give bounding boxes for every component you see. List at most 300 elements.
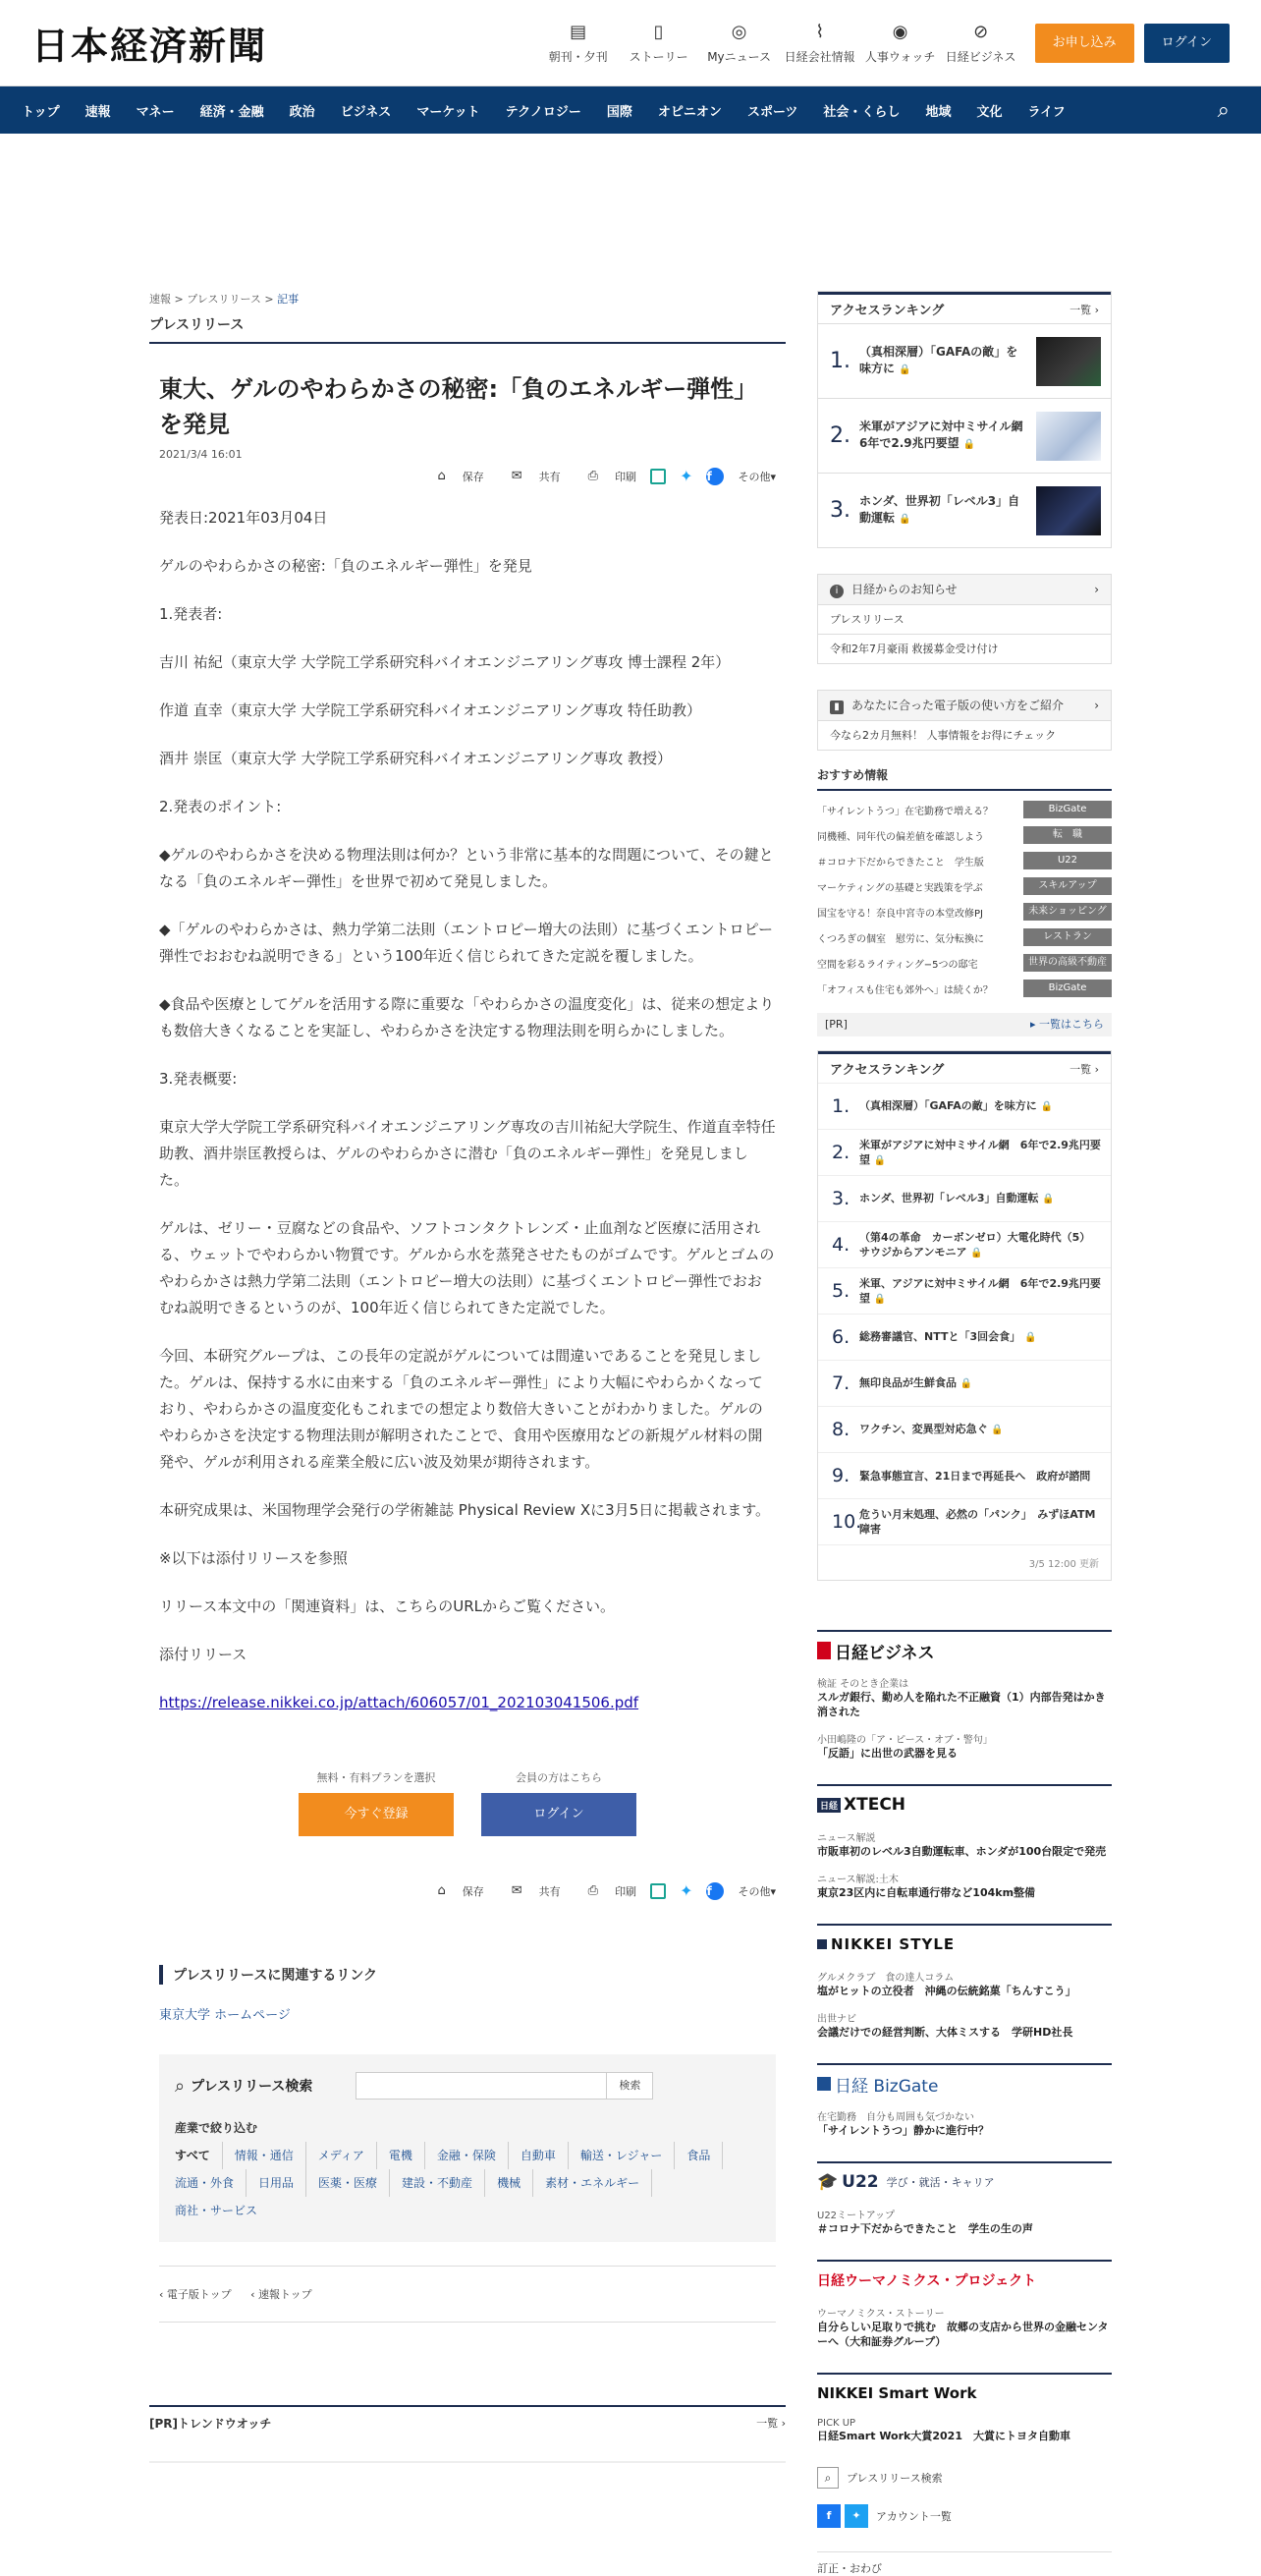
brand-badge: 日経: [817, 1798, 841, 1813]
trend-watch-title: [PR]トレンドウオッチ: [149, 2417, 272, 2431]
nav-my-news[interactable]: [699, 21, 780, 65]
ranking-updated: 3/5 12:00 更新: [818, 1544, 1111, 1580]
recommend-item[interactable]: [817, 822, 1112, 848]
breadcrumb-press-release[interactable]: プレスリリース: [187, 293, 261, 306]
article-paragraph: 2.発表のポイント:: [159, 798, 282, 815]
brand-nikkei-business: [817, 1630, 1112, 1761]
rank-text-label: （真相深層）「GAFAの敵」を味方に: [859, 345, 1018, 375]
nav-label: 日経ビジネス: [945, 50, 1016, 64]
lock-icon: 🔒: [873, 1293, 887, 1305]
industry-materials[interactable]: 素材・エネルギー: [533, 2169, 652, 2197]
u22-logo[interactable]: [817, 2169, 1112, 2195]
ranking-item[interactable]: [818, 323, 1111, 398]
ebook-title-wrap: [830, 697, 1064, 714]
brand-xtech: [817, 1784, 1112, 1900]
related-links-heading: プレスリリースに関連するリンク: [159, 1965, 776, 1985]
mail-icon: ✉: [511, 1883, 522, 1898]
article-paragraph: ゲルは、ゼリー・豆腐などの食品や、ソフトコンタクトレンズ・止血剤など医療に活用される、ウェットでやわらかい物質です。ゲルから水を蒸発させたものがゴムです。ゲルとゴムのやわらかさは熱力学第二法則（エントロピー増大の法則）に基づくエントロピー弾性でおおむね説明できるというのが、100年近く信じられてきた定説でした。: [159, 1219, 775, 1316]
twitter-icon[interactable]: ✦: [680, 1881, 693, 1900]
ebook-row[interactable]: 今なら2カ月無料！ 人事情報をお得にチェック: [818, 720, 1111, 750]
lock-icon: 🔒: [970, 1247, 983, 1259]
save-button[interactable]: [423, 469, 483, 484]
digital-top-link[interactable]: ‹ 電子版トップ: [159, 2288, 232, 2301]
ranking-title: アクセスランキング: [830, 1063, 945, 1078]
more-button[interactable]: その他▾: [738, 470, 776, 483]
member-label: 会員の方はこちら: [516, 1771, 602, 1784]
nav-label: Myニュース: [707, 50, 772, 64]
brand-article[interactable]: [817, 1969, 1112, 1998]
brand-article-kicker: 出世ナビ: [817, 2014, 856, 2025]
ranking-item[interactable]: [818, 1267, 1111, 1314]
brand-name: U22: [842, 2172, 879, 2192]
magnifier-doc-icon: ⌕: [817, 2467, 839, 2489]
notice-header[interactable]: [818, 575, 1111, 604]
brand-article-title: 「サイレントうつ」静かに進行中？: [817, 2124, 989, 2137]
share-button[interactable]: [498, 469, 561, 484]
brand-mark-icon: [817, 2077, 831, 2091]
mail-icon: ✉: [511, 469, 522, 483]
nav-label: ストーリー: [629, 50, 688, 64]
womanomics-logo[interactable]: 日経ウーマノミクス・プロジェクト: [817, 2273, 1037, 2289]
rank-text-label: 米軍がアジアに対中ミサイル網 6年で2.9兆円要望: [859, 1138, 1101, 1166]
nikkei-logo[interactable]: 日本経済新聞: [31, 24, 268, 68]
rank-text: [859, 1469, 1101, 1484]
industry-trading[interactable]: 商社・サービス: [175, 2204, 258, 2217]
press-release-search: [159, 2054, 776, 2242]
ranking-item[interactable]: [818, 1083, 1111, 1129]
rank-text-label: 無印良品が生鮮食品: [859, 1376, 957, 1389]
article-column: [149, 291, 786, 2463]
rank-text-label: （第4の革命 カーボンゼロ）大電化時代（5）サウジからアンモニア: [859, 1230, 1091, 1259]
rank-text-label: ホンダ、世界初「レベル3」自動運転: [859, 494, 1020, 525]
brand-womanomics: [817, 2260, 1112, 2349]
search-icon[interactable]: ⌕: [1217, 97, 1230, 123]
brand-article-kicker: ニュース解説: [817, 1833, 876, 1844]
ranking-title: アクセスランキング: [830, 304, 945, 318]
article-paragraph: 3.発表概要:: [159, 1070, 238, 1088]
top-nav: [538, 21, 1230, 65]
brand-article-title: 「反語」に出世の武器を見る: [817, 1747, 958, 1760]
print-label: 印刷: [615, 1884, 637, 1898]
rank-text: [859, 1507, 1101, 1537]
facebook-icon[interactable]: f: [706, 1882, 724, 1900]
rank-number: 7.: [832, 1372, 850, 1394]
apply-button[interactable]: お申し込み: [1035, 24, 1134, 63]
brand-u22: [817, 2161, 1112, 2236]
search-icon: ⌕: [175, 2075, 186, 2097]
printer-icon: ⎙: [587, 1883, 599, 1898]
mainnav-business[interactable]: ビジネス: [340, 104, 392, 120]
lock-icon: 🔒: [991, 1425, 1004, 1435]
nikkei-business-logo[interactable]: [817, 1638, 1112, 1663]
recommend-text: 同機種、同年代の偏差値を確認しよう: [817, 831, 984, 843]
article-paragraph: 1.発表者:: [159, 605, 223, 623]
article-tools: [159, 467, 776, 485]
brand-article-title: 塩がヒットの立役者 沖縄の伝統銘菓「ちんすこう」: [817, 1985, 1076, 1997]
note-icon[interactable]: [650, 469, 666, 484]
industry-medical[interactable]: 医薬・医療: [306, 2169, 390, 2197]
recommend-item[interactable]: [817, 873, 1112, 899]
article: [149, 371, 786, 2323]
rank-text: [851, 344, 1036, 378]
account-list-link[interactable]: [817, 2504, 1112, 2528]
rank-number: 3.: [830, 498, 850, 523]
rank-number: 10.: [832, 1511, 862, 1533]
brand-article-kicker: グルメクラブ 食の達人コラム: [817, 1973, 955, 1984]
nikkei-notice: [817, 574, 1112, 664]
mainnav-economy[interactable]: 経済・金融: [199, 104, 264, 120]
register-now-button[interactable]: 今すぐ登録: [299, 1793, 454, 1836]
recommend-tag: 転 職: [1023, 826, 1112, 844]
divider: [149, 2461, 786, 2463]
article-paragraph: ゲルのやわらかさの秘密:「負のエネルギー弾性」を発見: [159, 557, 532, 575]
brand-article-title: 会議だけでの経営判断、大体ミスする 学研HD社長: [817, 2026, 1073, 2039]
top-header: [0, 0, 1261, 86]
bottom-nav: [159, 2266, 776, 2323]
brand-article[interactable]: [817, 1731, 1112, 1761]
lock-icon: 🔒: [962, 439, 976, 450]
mainnav-region[interactable]: 地域: [925, 104, 952, 120]
recommend-tag: U22: [1023, 852, 1112, 869]
industry-retail[interactable]: 流通・外食: [175, 2169, 247, 2197]
article-paragraph: ◆ゲルのやわらかさを決める物理法則は何か？という非常に基本的な問題について、その鍵となる「負のエネルギー弾性」を世界で初めて発見しました。: [159, 846, 774, 890]
notice-title: 日経からのお知らせ: [851, 583, 958, 596]
ranking-item[interactable]: [818, 1314, 1111, 1360]
rank-text: [859, 1329, 1101, 1345]
rank-text: [859, 1098, 1101, 1114]
brand-article-kicker: PICK UP: [817, 2418, 856, 2429]
nav-chokan-yukan[interactable]: [538, 21, 619, 65]
bizgate-logo[interactable]: [817, 2071, 1112, 2097]
mainnav-money[interactable]: マネー: [136, 104, 175, 120]
misc-label: プレスリリース検索: [847, 2472, 943, 2485]
brand-article[interactable]: [817, 1871, 1112, 1900]
recommend-tag: BizGate: [1023, 801, 1112, 818]
rank-text: [859, 1191, 1101, 1206]
breadcrumb-separator: >: [171, 293, 188, 306]
nav-nikkei-business[interactable]: [941, 21, 1021, 65]
rank-text-label: ホンダ、世界初「レベル3」自動運転: [859, 1192, 1039, 1204]
recommend-item[interactable]: [817, 797, 1112, 822]
brand-name: XTECH: [844, 1795, 906, 1815]
ranking-item[interactable]: [818, 398, 1111, 473]
industry-it[interactable]: 情報・通信: [223, 2142, 306, 2169]
article-paragraph: 本研究成果は、米国物理学会発行の学術雑誌 Physical Review Xに3月5日に掲載されます。: [159, 1501, 771, 1519]
recommend-tag: スキルアップ: [1023, 877, 1112, 895]
industry-filter-title: 産業で絞り込む: [175, 2121, 258, 2135]
save-button[interactable]: [423, 1883, 483, 1899]
brand-name: 日経 BizGate: [835, 2076, 939, 2097]
rank-number: 2.: [832, 1142, 850, 1163]
article-date: 2021/3/4 16:01: [159, 448, 243, 461]
article-paragraph: ※以下は添付リリースを参照: [159, 1549, 348, 1567]
print-button[interactable]: [575, 1883, 636, 1899]
brand-article[interactable]: [817, 2305, 1112, 2349]
brand-mark-icon: [817, 1939, 827, 1949]
brand-article-kicker: ウーマノミクス・ストーリー: [817, 2309, 945, 2320]
newspaper-icon: ▤: [570, 22, 587, 42]
article-thumbnail: [1036, 337, 1101, 386]
nav-story[interactable]: [619, 21, 699, 65]
brand-article-title: スルガ銀行、勤め人を陥れた不正融資（1）内部告発はかき消された: [817, 1691, 1106, 1718]
correction-link[interactable]: 訂正・おわび: [817, 2551, 1112, 2576]
rank-text-label: 総務審議官、NTTと「3回会食」: [859, 1330, 1021, 1343]
recommend-tag: BizGate: [1023, 980, 1112, 997]
ranking-item[interactable]: [818, 1175, 1111, 1221]
rank-text: [859, 1422, 1101, 1437]
lock-icon: 🔒: [1040, 1101, 1054, 1112]
member-login-box: [481, 1769, 636, 1836]
breadcrumb-separator: >: [260, 293, 278, 306]
brand-bizgate: [817, 2063, 1112, 2138]
save-label: 保存: [462, 1884, 484, 1898]
ranking-more[interactable]: 一覧 ›: [1069, 1062, 1099, 1076]
brand-article[interactable]: [817, 2418, 1112, 2443]
industry-electric[interactable]: 電機: [377, 2142, 425, 2169]
ebook-header[interactable]: [818, 691, 1111, 720]
notice-row[interactable]: プレスリリース: [818, 604, 1111, 634]
save-label: 保存: [462, 470, 484, 483]
rank-text-label: 米軍、アジアに対中ミサイル網 6年で2.9兆円要望: [859, 1276, 1101, 1305]
mainnav-politics[interactable]: 政治: [289, 104, 315, 120]
industry-media[interactable]: メディア: [306, 2142, 377, 2169]
article-thumbnail: [1036, 486, 1101, 535]
rank-text: [859, 1276, 1101, 1307]
article-paragraph: ◆「ゲルのやわらかさは、熱力学第二法則（エントロピー増大の法則）に基づくエントロピー弾性でおおむね説明できる」という100年近く信じられてきた定説を覆しました。: [159, 921, 774, 965]
pr-label: [PR]: [825, 1018, 848, 1031]
ranking-item[interactable]: [818, 1360, 1111, 1406]
recommend-item[interactable]: [817, 848, 1112, 873]
login-button[interactable]: ログイン: [1144, 24, 1230, 63]
recommend-tag: 世界の高級不動産: [1023, 954, 1112, 972]
mainnav-top[interactable]: トップ: [22, 104, 60, 120]
brand-article-kicker: U22ミートアップ: [817, 2211, 896, 2221]
rank-number: 9.: [832, 1465, 850, 1486]
mainnav-society[interactable]: 社会・くらし: [823, 104, 901, 120]
compass-icon: ⊘: [973, 22, 989, 42]
ranking-item[interactable]: [818, 1129, 1111, 1175]
brand-article-title: 自分らしい足取りで挑む 故郷の支店から世界の金融センターへ（大和証券グループ）: [817, 2321, 1109, 2348]
notice-row[interactable]: 令和2年7月豪雨 救援募金受け付け: [818, 634, 1111, 663]
mainnav-market[interactable]: マーケット: [416, 104, 480, 120]
industry-transport[interactable]: 輸送・レジャー: [569, 2142, 675, 2169]
xtech-logo[interactable]: [817, 1792, 1112, 1818]
mainnav-culture[interactable]: 文化: [976, 104, 1003, 120]
article-paragraph: ◆食品や医療としてゲルを活用する際に重要な「やわらかさの温度変化」は、従来の想定よりも数倍大きくなることを実証し、やわらかさを決定する物理法則を明らかにしました。: [159, 995, 775, 1039]
brand-subtitle: 学び・就活・キャリア: [886, 2176, 995, 2189]
rank-number: 4.: [832, 1234, 850, 1256]
nav-jinji-watch[interactable]: [860, 21, 941, 65]
article-paragraph: 東京大学大学院工学系研究科バイオエンジニアリング専攻の吉川祐紀大学院生、作道直幸特任助教、酒井崇匡教授らは、ゲルのやわらかさに潜む「負のエネルギー弾性」を発見しました。: [159, 1118, 776, 1189]
brand-article-title: 東京23区内に自転車通行帯など104km整備: [817, 1886, 1036, 1899]
attachment-link[interactable]: https://release.nikkei.co.jp/attach/606057/01_202103041506.pdf: [159, 1694, 639, 1711]
article-paragraph: リリース本文中の「関連資料」は、こちらのURLからご覧ください。: [159, 1597, 616, 1615]
recommend-item[interactable]: [817, 950, 1112, 976]
recommend-item[interactable]: [817, 924, 1112, 950]
pr-bar: [817, 1013, 1112, 1036]
search-button[interactable]: 検索: [607, 2072, 653, 2100]
brand-article[interactable]: [817, 2207, 1112, 2236]
nav-label: 朝刊・夕刊: [548, 50, 608, 64]
recommend-item[interactable]: [817, 899, 1112, 924]
facebook-icon: f: [817, 2504, 841, 2528]
free-plan-label: 無料・有料プランを選択: [316, 1771, 436, 1784]
ranking-item[interactable]: [818, 1452, 1111, 1498]
ebook-title: あなたに合った電子版の使い方をご紹介: [851, 699, 1065, 712]
rank-number: 1.: [830, 349, 850, 373]
access-ranking-full: [817, 1050, 1112, 1581]
industry-finance[interactable]: 金融・保険: [425, 2142, 509, 2169]
industry-machinery[interactable]: 機械: [485, 2169, 533, 2197]
recommend-tag: レストラン: [1023, 928, 1112, 946]
twitter-icon[interactable]: ✦: [680, 467, 693, 485]
pr-more-link[interactable]: ▸ 一覧はこちら: [1029, 1018, 1104, 1031]
user-icon: ◎: [731, 22, 747, 42]
member-login-button[interactable]: ログイン: [481, 1793, 636, 1836]
rank-text: [851, 419, 1036, 453]
rank-text-label: 危うい月末処理、必然の「パンク」 みずほATM障害: [859, 1508, 1096, 1536]
brand-name: NIKKEI STYLE: [831, 1935, 956, 1953]
breadcrumb: [149, 291, 786, 307]
industry-daily[interactable]: 日用品: [247, 2169, 306, 2197]
brand-article[interactable]: [817, 2010, 1112, 2040]
article-paragraph: 添付リリース: [159, 1646, 247, 1663]
more-button[interactable]: その他▾: [738, 1884, 776, 1898]
recommend-text: ＃コロナ下だからできたこと 学生版: [817, 857, 984, 868]
share-label: 共有: [538, 470, 561, 483]
breadcrumb-sokuho[interactable]: 速報: [149, 293, 171, 306]
mainnav-technology[interactable]: テクノロジー: [505, 104, 581, 120]
brand-mark-icon: [817, 1642, 831, 1659]
brand-article[interactable]: [817, 1675, 1112, 1719]
mainnav-sports[interactable]: スポーツ: [746, 104, 798, 120]
brand-article-kicker: ニュース解説:土木: [817, 1875, 899, 1885]
ranking-more[interactable]: 一覧 ›: [1069, 303, 1099, 316]
brand-article-kicker: 在宅勤務 自分も周囲も気づかない: [817, 2112, 974, 2123]
mainnav-opinion[interactable]: オピニオン: [657, 104, 722, 120]
brand-article-title: ＃コロナ下だからできたこと 学生の生の声: [817, 2222, 1033, 2235]
register-area: [159, 1769, 776, 1836]
main-nav: [0, 86, 1261, 134]
chart-icon: ⌇: [815, 22, 825, 42]
search-person-icon: ◉: [892, 22, 908, 42]
bookmark-icon: ⌂: [437, 469, 446, 483]
mainnav-international[interactable]: 国際: [606, 104, 632, 120]
article-paragraph: 酒井 崇匡（東京大学 大学院工学系研究科バイオエンジニアリング専攻 教授）: [159, 750, 672, 767]
industry-auto[interactable]: 自動車: [509, 2142, 569, 2169]
breadcrumb-article[interactable]: 記事: [277, 293, 300, 306]
brand-article[interactable]: [817, 2108, 1112, 2138]
register-box: [299, 1769, 454, 1836]
recommend-text: くつろぎの個室 慰労に、気分転換に: [817, 933, 984, 945]
article-paragraph: 今回、本研究グループは、この長年の定説がゲルについては間違いであることを発見しました。ゲルは、保持する水に由来する「負のエネルギー弾性」により大幅にやわらかくなっており、やわらかさの温度変化もこれまでの想定より数倍大きいことがわかりました。ゲルのやわらかさを決定する物理法則が解明されたことで、食用や医療用などの新規ゲル材料の開発や、ゲルが利用される産業全般に広い波及効果が期待されます。: [159, 1347, 763, 1471]
trend-watch-more[interactable]: 一覧 ›: [756, 2417, 786, 2430]
recommend-text: 空間を彩るライティング−5つの邸宅: [817, 959, 978, 971]
sidebar: [817, 291, 1112, 2576]
article-paragraph: 吉川 祐紀（東京大学 大学院工学系研究科バイオエンジニアリング専攻 博士課程 2年）: [159, 653, 731, 671]
rank-number: 6.: [832, 1326, 850, 1348]
ranking-item[interactable]: [818, 473, 1111, 547]
rank-text-label: ワクチン、変異型対応急ぐ: [859, 1423, 988, 1435]
industry-filter-list: [175, 2142, 760, 2224]
rank-number: 3.: [832, 1188, 850, 1209]
misc-label: アカウント一覧: [876, 2510, 952, 2523]
printer-icon: ⎙: [587, 469, 599, 483]
trend-watch-header: [149, 2405, 786, 2432]
brand-article-title: 市販車初のレベル3自動運転車、ホンダが100台限定で発売: [817, 1845, 1107, 1858]
nav-company-info[interactable]: [780, 21, 860, 65]
recommend-text: 国宝を守る！奈良中宮寺の本堂改修PJ: [817, 908, 983, 920]
brand-nikkei-style: [817, 1924, 1112, 2040]
industry-construction[interactable]: 建設・不動産: [390, 2169, 485, 2197]
industry-all[interactable]: すべて: [175, 2142, 223, 2169]
rank-number: 8.: [832, 1419, 850, 1440]
brand-article-kicker: 検証 そのとき企業は: [817, 1679, 909, 1690]
nav-label: 人事ウォッチ: [864, 50, 936, 64]
share-label: 共有: [538, 1884, 561, 1898]
mainnav-sokuho[interactable]: 速報: [84, 104, 111, 120]
attachment-paragraph: [159, 1690, 776, 1716]
note-icon[interactable]: [650, 1883, 666, 1899]
rank-text: [851, 493, 1036, 528]
mainnav-life[interactable]: ライフ: [1027, 104, 1066, 120]
rank-text: [859, 1230, 1101, 1260]
recommend-tag: 未来ショッピング: [1023, 903, 1112, 921]
search-label: プレスリリース検索: [191, 2079, 313, 2095]
related-link-utokyo[interactable]: 東京大学 ホームページ: [159, 2008, 291, 2023]
rank-number: 1.: [832, 1095, 850, 1117]
ranking-item[interactable]: [818, 1221, 1111, 1267]
lock-icon: 🔒: [1042, 1194, 1055, 1204]
ebook-guide: [817, 690, 1112, 751]
smart-work-logo[interactable]: NIKKEI Smart Work: [817, 2384, 977, 2402]
ranking-header: [818, 1051, 1111, 1083]
share-button[interactable]: [498, 1883, 561, 1899]
story-icon: ▯: [653, 22, 664, 42]
rank-text-label: （真相深層）「GAFAの敵」を味方に: [859, 1099, 1037, 1112]
rank-text: [859, 1138, 1101, 1168]
book-icon: ▮: [830, 700, 844, 714]
recommend-text: 「サイレントうつ」在宅勤務で増える？: [817, 806, 994, 817]
recommend-item[interactable]: [817, 976, 1112, 1001]
twitter-icon: ✦: [845, 2504, 868, 2528]
print-button[interactable]: [575, 469, 636, 484]
access-ranking-top: [817, 291, 1112, 548]
industry-food[interactable]: 食品: [675, 2142, 723, 2169]
rank-text-label: 米軍がアジアに対中ミサイル網 6年で2.9兆円要望: [859, 420, 1035, 450]
press-release-search-link[interactable]: [817, 2467, 1112, 2489]
notice-title-wrap: [830, 581, 958, 598]
recommend-title: おすすめ情報: [817, 766, 1112, 791]
lock-icon: 🔒: [959, 1378, 973, 1389]
search-input[interactable]: [356, 2072, 607, 2100]
nikkei-style-logo[interactable]: [817, 1932, 1112, 1957]
ranking-item[interactable]: [818, 1406, 1111, 1452]
brand-smart-work: [817, 2373, 1112, 2443]
facebook-icon[interactable]: f: [706, 468, 724, 485]
sokuho-top-link[interactable]: ‹ 速報トップ: [250, 2288, 312, 2301]
brand-name: 日経ビジネス: [835, 1643, 935, 1663]
search-row: [175, 2072, 760, 2100]
info-icon: i: [830, 585, 844, 598]
lock-icon: 🔒: [1023, 1332, 1037, 1343]
lock-icon: 🔒: [873, 1154, 887, 1166]
ranking-item[interactable]: [818, 1498, 1111, 1544]
brand-article[interactable]: [817, 1829, 1112, 1859]
recommend-text: 「オフィスも住宅も郊外へ」は続くか？: [817, 984, 993, 996]
cap-icon: 🎓: [817, 2172, 839, 2192]
rank-number: 2.: [830, 423, 850, 448]
